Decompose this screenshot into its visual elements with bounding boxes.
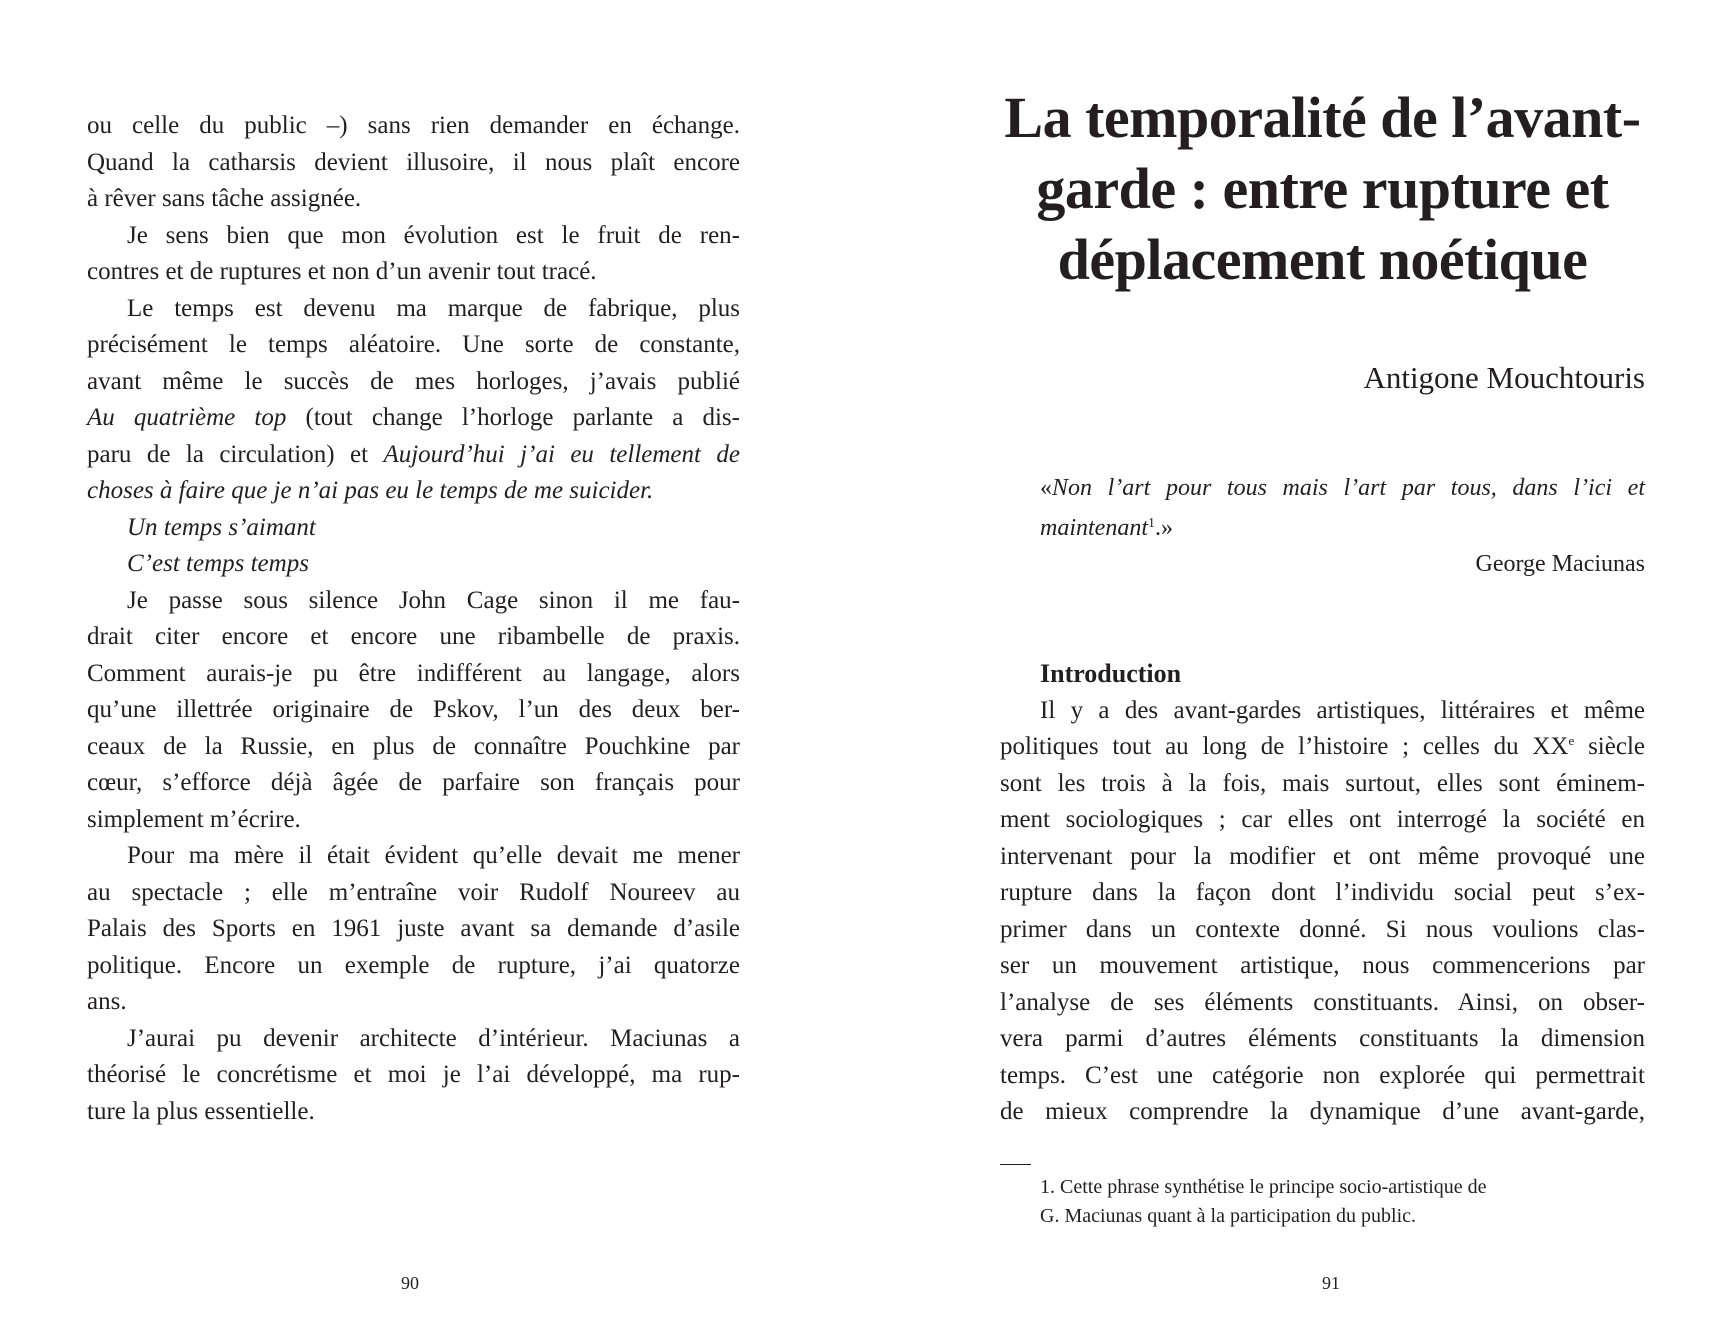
text-run: (tout change l’horloge parlante a dis- xyxy=(286,404,740,431)
left-body-line xyxy=(87,984,740,1020)
left-body-line xyxy=(87,1057,740,1093)
text-run: politique. Encore un exemple de rupture, j’ai quatorze xyxy=(87,951,740,979)
text-run: contres et de ruptures et non d’un avenir tout tracé. xyxy=(87,258,597,285)
left-body-line xyxy=(87,145,740,181)
text-run: temps. C’est une catégorie non explorée qui permettrait xyxy=(1000,1061,1645,1089)
text-run: ceaux de la Russie, en plus de connaître Pouchkine par xyxy=(87,732,740,760)
right-page xyxy=(866,0,1732,1338)
right-body-line xyxy=(1000,948,1645,984)
text-run: théorisé le concrétisme et moi je l’ai développé, ma rup- xyxy=(87,1061,740,1088)
epigraph-source: George Maciunas xyxy=(1475,551,1645,577)
left-body-line xyxy=(87,911,740,947)
text-run: qu’une illettrée originaire de Pskov, l’un des deux ber- xyxy=(87,696,740,723)
right-body-line xyxy=(1000,729,1645,765)
left-body-line xyxy=(87,510,740,546)
italic-text: Un temps s’aimant xyxy=(127,513,316,541)
chapter-title-line-1: La temporalité de l’avant- xyxy=(1004,85,1641,150)
epigraph-line-1 xyxy=(1040,470,1645,506)
left-body-line xyxy=(87,948,740,984)
text-run: Je sens bien que mon évolution est le fruit de ren- xyxy=(127,221,740,249)
text-run: siècle xyxy=(1574,733,1645,760)
chapter-title-line-3: déplacement noétique xyxy=(1057,227,1588,292)
epigraph-close-quote: .» xyxy=(1155,515,1173,541)
italic-text: choses à faire que je n’ai pas eu le temps de me suicider. xyxy=(87,477,654,504)
left-body-line xyxy=(87,291,740,327)
epigraph-text-2: maintenant xyxy=(1040,515,1148,541)
text-run: drait citer encore et encore une ribambelle de praxis. xyxy=(87,623,740,650)
left-body-line xyxy=(87,765,740,801)
right-body-line xyxy=(1000,875,1645,911)
italic-text: C’est temps temps xyxy=(127,550,309,577)
left-body-line xyxy=(87,546,740,582)
left-body-line xyxy=(87,1094,740,1130)
text-run: ser un mouvement artistique, nous commencerions par xyxy=(1000,952,1645,979)
text-run: de mieux comprendre la dynamique d’une avant-garde, xyxy=(1000,1098,1645,1125)
chapter-title-line-2: garde : entre rupture et xyxy=(1036,156,1609,221)
right-body-line xyxy=(1000,1094,1645,1130)
text-run: sont les trois à la fois, mais surtout, elles sont éminem- xyxy=(1000,769,1645,797)
text-run: Le temps est devenu ma marque de fabrique, plus xyxy=(127,294,740,322)
text-run: précisément le temps aléatoire. Une sorte de constante, xyxy=(87,331,740,358)
left-body-line xyxy=(87,218,740,254)
left-body-line xyxy=(87,181,740,217)
left-body-line xyxy=(87,802,740,838)
footnote-reference-1[interactable]: 1 xyxy=(1148,516,1155,531)
text-run: ture la plus essentielle. xyxy=(87,1097,315,1125)
text-run: vera parmi d’autres éléments constituants la dimension xyxy=(1000,1025,1645,1052)
footnote-1-line-1: 1. Cette phrase synthétise le principe socio-artistique de xyxy=(1040,1176,1487,1198)
left-body-line xyxy=(87,729,740,765)
text-run: paru de la circulation) et xyxy=(87,440,384,468)
superscript: e xyxy=(1568,733,1575,748)
text-run: Je passe sous silence John Cage sinon il me fau- xyxy=(127,586,740,614)
left-body-line xyxy=(87,108,740,144)
text-run: politiques tout au long de l’histoire ; celles du XX xyxy=(1000,733,1569,760)
italic-text: Aujourd’hui j’ai eu tellement de xyxy=(383,440,741,468)
right-body-line xyxy=(1000,985,1645,1021)
text-run: à rêver sans tâche assignée. xyxy=(87,185,362,212)
epigraph-text-1: Non l’art pour tous mais l’art par tous, dans l’ici et xyxy=(1052,475,1645,501)
left-body-line xyxy=(87,254,740,290)
epigraph-line-2 xyxy=(1040,510,1645,546)
section-heading: Introduction xyxy=(1040,659,1182,688)
text-run: Il y a des avant-gardes artistiques, littéraires et même xyxy=(1040,696,1645,724)
text-run: l’analyse de ses éléments constituants. Ainsi, on obser- xyxy=(1000,988,1645,1016)
text-run: avant même le succès de mes horloges, j’avais publié xyxy=(87,367,740,395)
left-body-line xyxy=(87,875,740,911)
page-number-right: 91 xyxy=(1322,1273,1340,1293)
right-body-line xyxy=(1000,802,1645,838)
left-body-line xyxy=(87,1021,740,1057)
text-run: ou celle du public –) sans rien demander en échange. xyxy=(87,112,740,139)
italic-text: Au quatrième top xyxy=(87,404,287,431)
right-body-line xyxy=(1000,839,1645,875)
left-body-line xyxy=(87,327,740,363)
left-body-line xyxy=(87,583,740,619)
text-run: au spectacle ; elle m’entraîne voir Rudolf Noureev au xyxy=(87,878,740,906)
text-run: Comment aurais-je pu être indifférent au langage, alors xyxy=(87,659,740,687)
chapter-author: Antigone Mouchtouris xyxy=(1363,360,1645,395)
text-run: rupture dans la façon dont l’individu social peut s’ex- xyxy=(1000,879,1645,906)
right-body-line xyxy=(1000,912,1645,948)
left-body-line xyxy=(87,656,740,692)
text-run: simplement m’écrire. xyxy=(87,805,301,833)
text-run: Palais des Sports en 1961 juste avant sa demande d’asile xyxy=(87,915,740,942)
text-run: ans. xyxy=(87,988,127,1015)
right-body-line xyxy=(1000,766,1645,802)
right-body-line xyxy=(1000,1058,1645,1094)
footnote-separator xyxy=(1000,1164,1031,1165)
page-number-left: 90 xyxy=(401,1273,419,1293)
text-run: J’aurai pu devenir architecte d’intérieur. Maciunas a xyxy=(127,1024,740,1052)
text-run: primer dans un contexte donné. Si nous voulions clas- xyxy=(1000,915,1645,943)
footnote-1-line-2: G. Maciunas quant à la participation du public. xyxy=(1040,1205,1417,1227)
text-run: ment sociologiques ; car elles ont interrogé la société en xyxy=(1000,806,1645,833)
left-body-line xyxy=(87,400,740,436)
left-body-line xyxy=(87,364,740,400)
left-body-line xyxy=(87,838,740,874)
right-body-line xyxy=(1000,693,1645,729)
text-run: Quand la catharsis devient illusoire, il nous plaît encore xyxy=(87,148,740,176)
left-body-line xyxy=(87,619,740,655)
left-body-line xyxy=(87,437,740,473)
right-body-line xyxy=(1000,1021,1645,1057)
text-run: intervenant pour la modifier et ont même provoqué une xyxy=(1000,842,1645,870)
epigraph-open-quote: « xyxy=(1040,475,1052,501)
left-body-line xyxy=(87,692,740,728)
text-run: Pour ma mère il était évident qu’elle devait me mener xyxy=(127,842,740,869)
left-body-line xyxy=(87,473,740,509)
text-run: cœur, s’efforce déjà âgée de parfaire son français pour xyxy=(87,769,740,796)
